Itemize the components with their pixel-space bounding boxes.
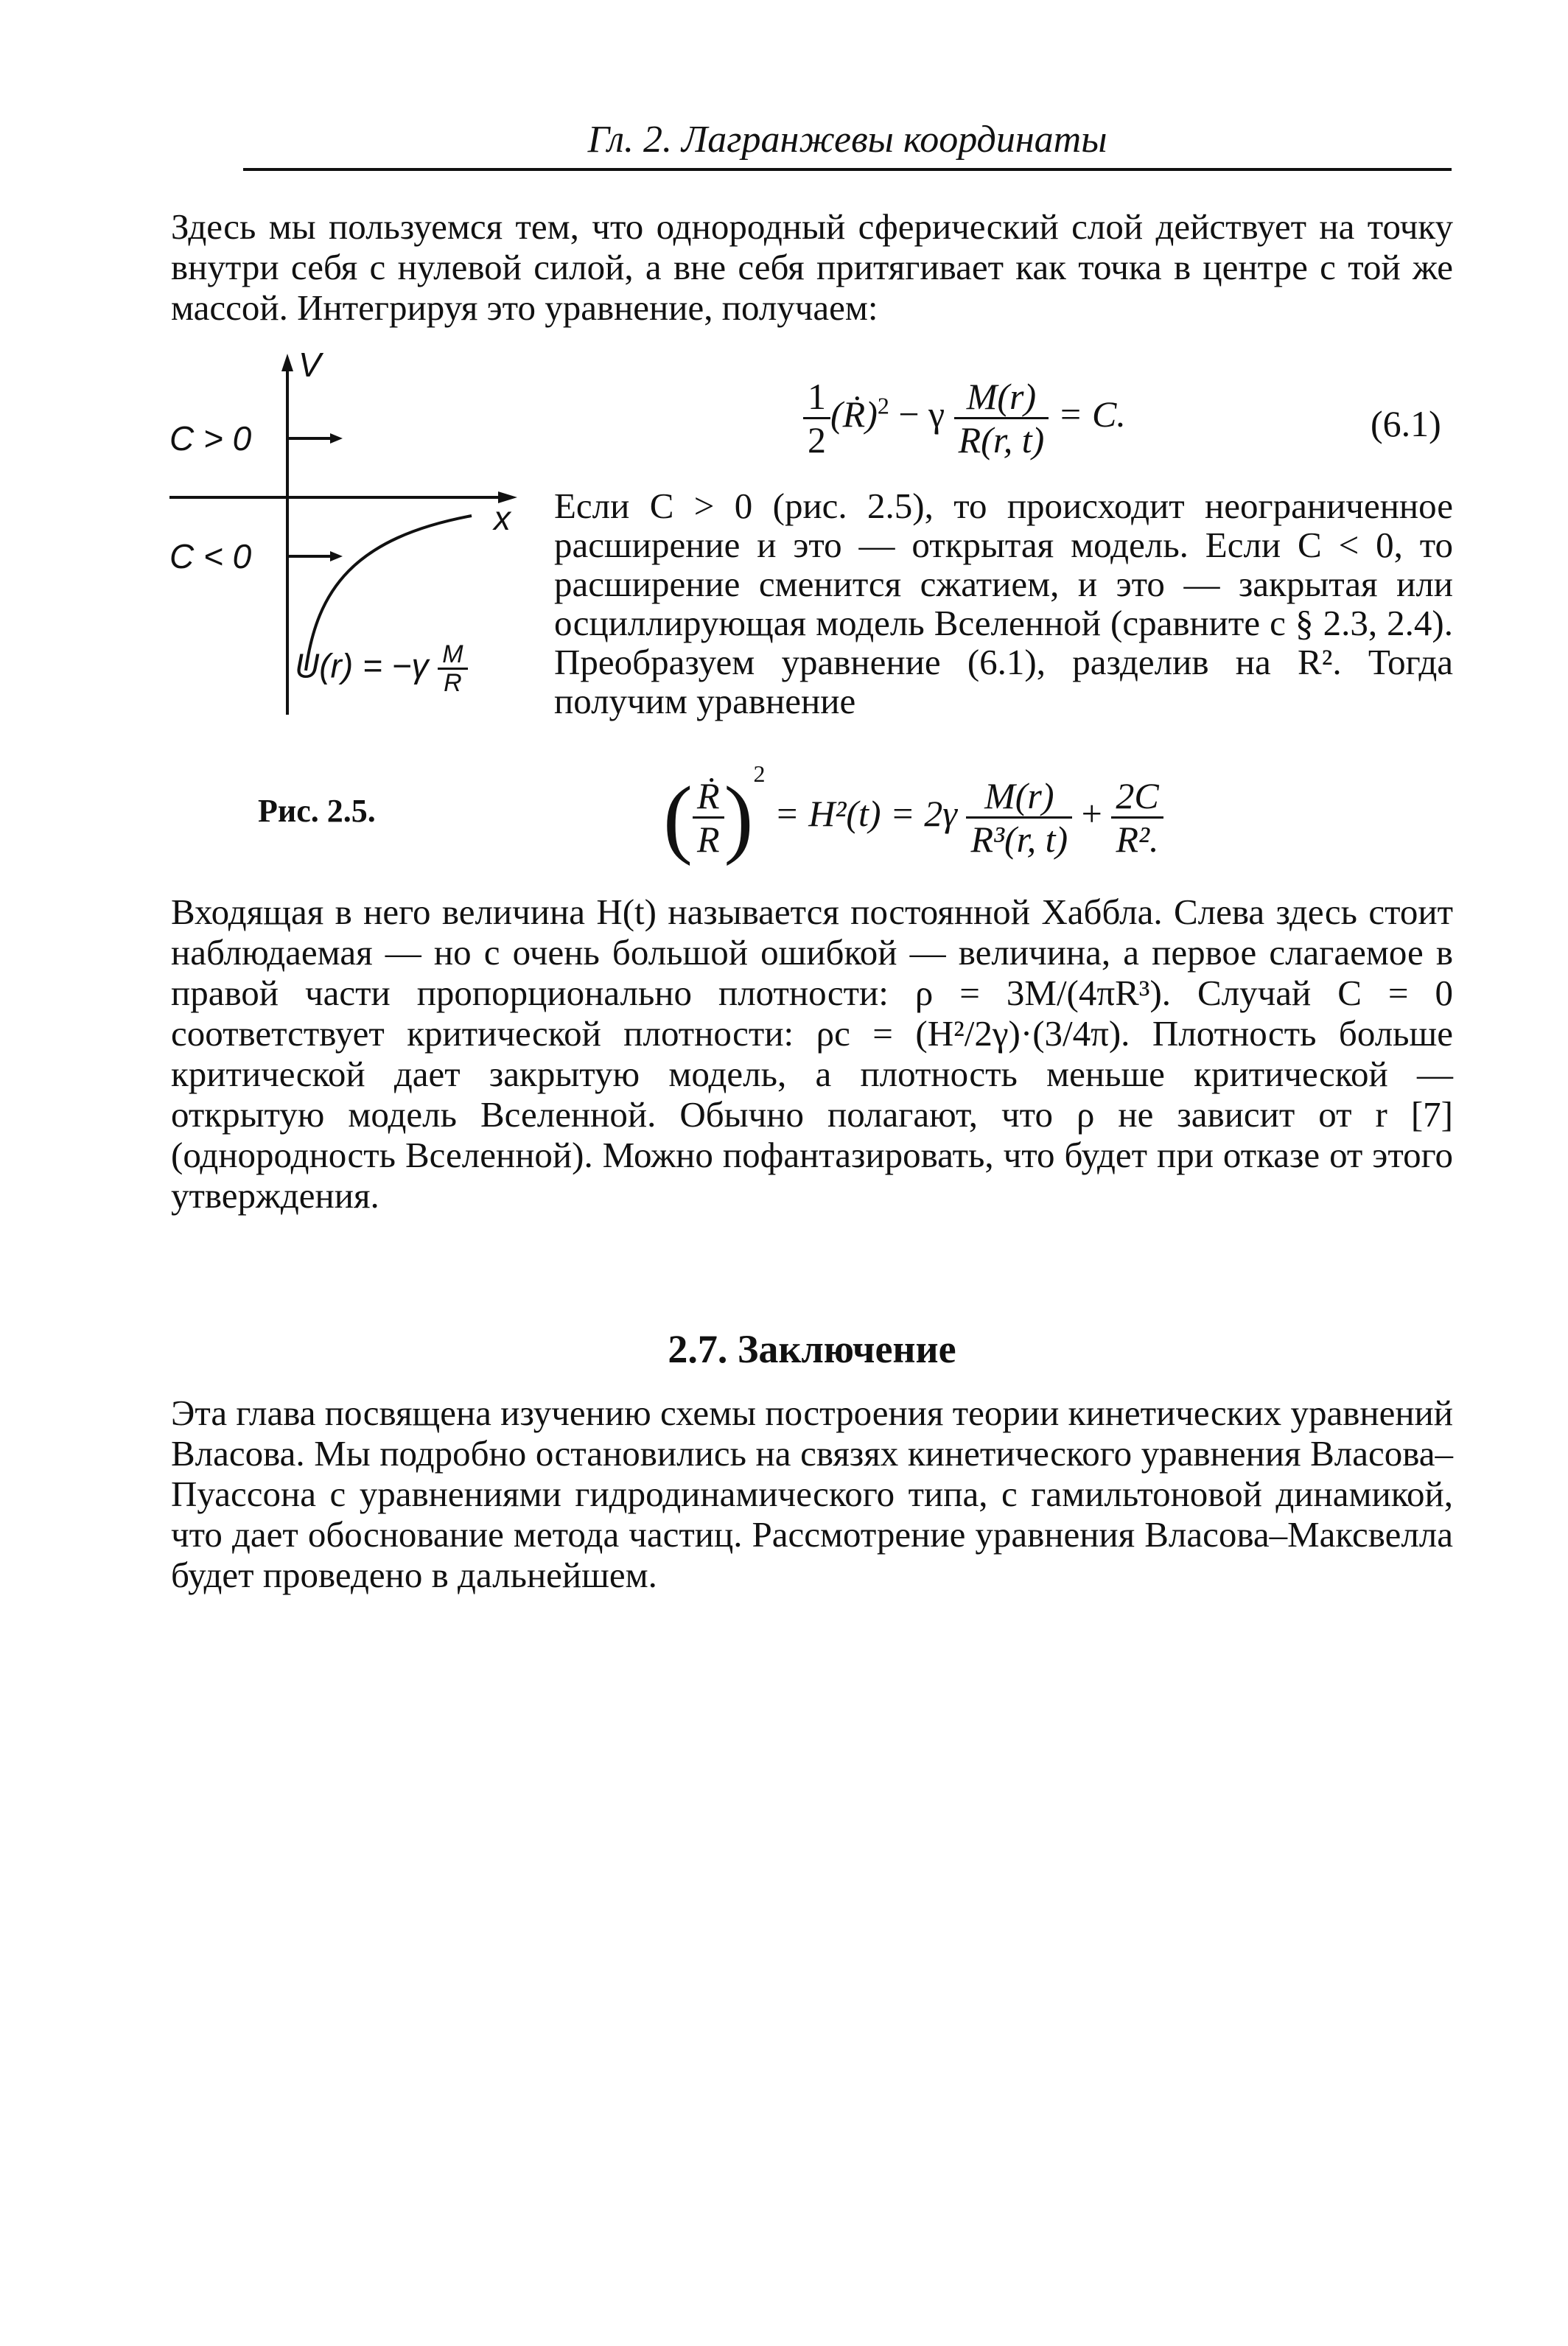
paragraph-hubble: Входящая в него величина H(t) называется постоянной Хаббла. Слева здесь стоит наблюдаемая — но с очень большой ошибкой — величина, а первое слагаемое в правой части пропорционально плотности: ρ = 3M/(4πR³). Случай C = 0 соответствует критической плотности: ρc = (H²/2γ)·(3/4π). Плотность больше критической дает закрытую модель, а плотность меньше критической — открытую модель Вселенной. Обычно полагают, что ρ не зависит от r [7] (однородность Вселенной). Можно пофантазировать, что будет при отказе от этого утверждения.	[171, 892, 1453, 1216]
header-rule	[243, 168, 1452, 171]
two-c-over-r2: $\frac{2C}{\text{R².}}$	[1111, 775, 1163, 860]
paragraph-intro: Здесь мы пользуемся тем, что однородный сферический слой действует на точку внутри себя с нулевой силой, а вне себя притягивает как точка в центре с той же массой. Интегрируя это уравнение, получаем:	[171, 206, 1453, 328]
figure-caption: Рис. 2.5.	[258, 793, 376, 829]
equation-hubble: ( $\frac{\text{Ṙ}}{R}$ )$^2$ = H²(t) = 2γ $\frac{M(r)}{\text{R³(r, t)}}$ + $\frac{2C}{\text{R².}}$	[663, 752, 1163, 860]
equation-6-1: $\frac{1}{2}$ (Ṙ)$^2$ − γ $\frac{M(r)}{R(r, t)}$ = C.	[803, 376, 1126, 461]
mass-over-r3: $\frac{M(r)}{\text{R³(r, t)}}$	[966, 775, 1072, 860]
v-axis-arrow	[281, 354, 293, 371]
paragraph-conclusion: Эта глава посвящена изучению схемы построения теории кинетических уравнений Власова. Мы подробно остановились на связях кинетического уравнения Власова–Пуассона с уравнениями гидродинамического типа, с гамильтоновой динамикой, что дает обоснование метода частиц. Рассмотрение уравнения Власова–Максвелла будет проведено в дальнейшем.	[171, 1393, 1453, 1595]
mass-fraction: $\frac{M(r)}{R(r, t)}$	[954, 376, 1049, 461]
section-title: 2.7. Заключение	[668, 1327, 956, 1371]
label-c-positive: C > 0	[169, 419, 252, 458]
running-head: Гл. 2. Лагранжевы координаты	[587, 119, 1107, 161]
potential-fraction: $\frac{M}{R}$	[438, 641, 467, 696]
potential-text: U(r) = −γ	[295, 646, 429, 685]
r-dot-over-r: $\frac{\text{Ṙ}}{R}$	[693, 775, 724, 860]
figure-2-5	[162, 346, 531, 759]
axis-v-label: V	[298, 346, 321, 384]
half-fraction: $\frac{1}{2}$	[803, 376, 830, 461]
potential-label	[295, 641, 468, 696]
axis-x-label: x	[494, 499, 511, 537]
paragraph-cases: Если C > 0 (рис. 2.5), то происходит неограниченное расширение и это — открытая модель. Если C < 0, то расширение сменится сжатием, и это — закрытая или осциллирующая модель Вселенной (сравните с § 2.3, 2.4). Преобразуем уравнение (6.1), разделив на R². Тогда получим уравнение	[554, 486, 1453, 721]
equation-number: (6.1)	[1371, 403, 1441, 444]
label-c-negative: C < 0	[169, 537, 252, 575]
